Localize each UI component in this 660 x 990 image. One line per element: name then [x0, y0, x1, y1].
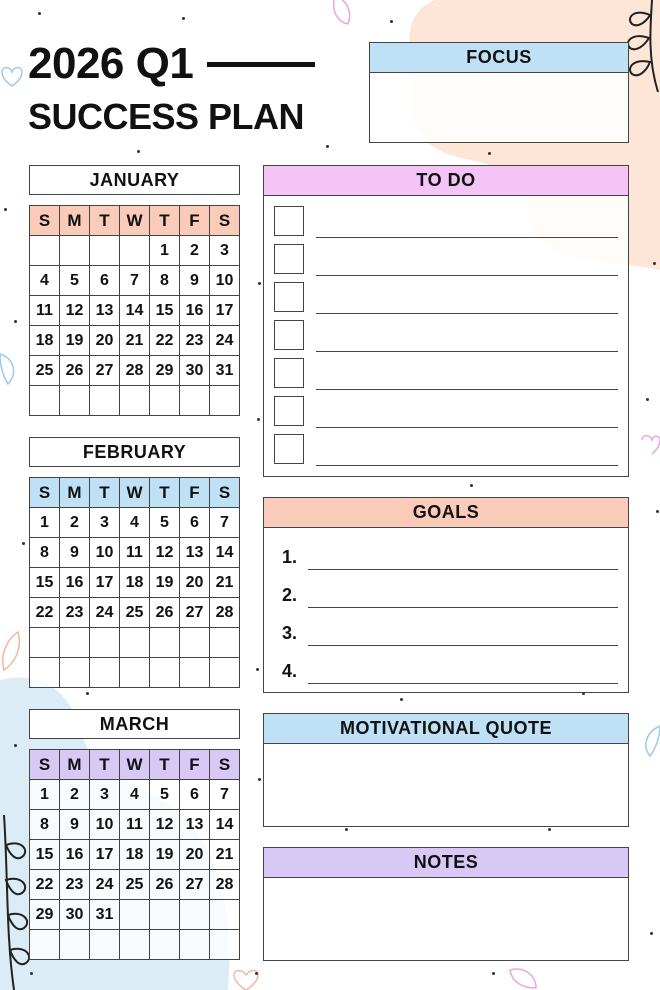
week-row: [30, 658, 240, 688]
day-cell[interactable]: 6: [180, 780, 210, 810]
day-cell[interactable]: 14: [210, 538, 240, 568]
todo-checkbox[interactable]: [274, 206, 304, 236]
day-cell[interactable]: [210, 900, 240, 930]
day-cell[interactable]: 16: [60, 568, 90, 598]
decor-dot: [4, 208, 7, 211]
todo-checkbox[interactable]: [274, 358, 304, 388]
goals-header: GOALS: [264, 498, 628, 528]
focus-header: FOCUS: [370, 43, 628, 73]
weekday-label: F: [180, 206, 210, 236]
day-cell[interactable]: 9: [60, 810, 90, 840]
week-row: [30, 810, 240, 840]
day-cell[interactable]: [120, 628, 150, 658]
blue-leaf-icon: [0, 350, 18, 386]
weekday-label: W: [120, 478, 150, 508]
decor-dot: [14, 320, 17, 323]
goal-write-line[interactable]: [308, 683, 618, 685]
day-cell[interactable]: 31: [90, 900, 120, 930]
week-row: [30, 296, 240, 326]
weekday-label: T: [150, 478, 180, 508]
week-row: [30, 628, 240, 658]
todo-item: [274, 206, 618, 238]
todo-write-line[interactable]: [316, 389, 618, 391]
calendar-february: [29, 477, 240, 688]
quote-box[interactable]: [263, 713, 629, 827]
peach-leaf-icon: [0, 630, 22, 672]
day-cell[interactable]: 7: [210, 780, 240, 810]
weekday-label: M: [60, 478, 90, 508]
todo-write-line[interactable]: [316, 427, 618, 429]
day-cell[interactable]: [180, 900, 210, 930]
week-row: [30, 930, 240, 960]
day-cell[interactable]: 1: [150, 236, 180, 266]
day-cell[interactable]: [180, 930, 210, 960]
day-cell[interactable]: 28: [210, 870, 240, 900]
day-cell[interactable]: 5: [150, 508, 180, 538]
decor-dot: [656, 510, 659, 513]
decor-dot: [400, 698, 403, 701]
week-row: [30, 266, 240, 296]
weekday-header-row: [30, 206, 240, 236]
day-cell[interactable]: 10: [210, 266, 240, 296]
day-cell[interactable]: [60, 658, 90, 688]
day-cell[interactable]: 3: [210, 236, 240, 266]
day-cell[interactable]: [90, 930, 120, 960]
day-cell[interactable]: 29: [30, 900, 60, 930]
day-cell[interactable]: 9: [60, 538, 90, 568]
blue-leaf-icon: [642, 722, 660, 758]
decor-dot: [548, 828, 551, 831]
day-cell[interactable]: 25: [120, 870, 150, 900]
day-cell[interactable]: 10: [90, 538, 120, 568]
decor-dot: [255, 972, 258, 975]
day-cell[interactable]: 19: [150, 568, 180, 598]
todo-checkbox[interactable]: [274, 282, 304, 312]
day-cell[interactable]: 1: [30, 508, 60, 538]
day-cell[interactable]: 1: [30, 780, 60, 810]
weekday-label: T: [90, 478, 120, 508]
todo-item: [274, 282, 618, 314]
day-cell[interactable]: 18: [30, 326, 60, 356]
day-cell[interactable]: 8: [30, 810, 60, 840]
day-cell[interactable]: 21: [210, 840, 240, 870]
day-cell[interactable]: 28: [210, 598, 240, 628]
day-cell[interactable]: 13: [180, 538, 210, 568]
pink-heart-icon: [640, 432, 660, 460]
weekday-label: S: [30, 478, 60, 508]
weekday-label: S: [210, 206, 240, 236]
day-cell[interactable]: 15: [150, 296, 180, 326]
day-cell[interactable]: 18: [120, 568, 150, 598]
decor-dot: [646, 398, 649, 401]
decor-dot: [30, 972, 33, 975]
weekday-label: T: [150, 750, 180, 780]
decor-dot: [470, 484, 473, 487]
weekday-header-row: [30, 750, 240, 780]
day-cell[interactable]: 7: [120, 266, 150, 296]
week-row: [30, 900, 240, 930]
title-row: [28, 40, 315, 88]
day-cell[interactable]: 20: [180, 840, 210, 870]
day-cell[interactable]: 22: [30, 870, 60, 900]
day-cell[interactable]: [120, 658, 150, 688]
day-cell[interactable]: 20: [90, 326, 120, 356]
day-cell[interactable]: 25: [30, 356, 60, 386]
day-cell[interactable]: 23: [60, 598, 90, 628]
day-cell[interactable]: 16: [180, 296, 210, 326]
decor-dot: [650, 932, 653, 935]
focus-box[interactable]: [369, 42, 629, 143]
todo-write-line[interactable]: [316, 275, 618, 277]
todo-write-line[interactable]: [316, 237, 618, 239]
todo-write-line[interactable]: [316, 351, 618, 353]
day-cell[interactable]: 15: [30, 568, 60, 598]
day-cell[interactable]: [120, 386, 150, 416]
weekday-label: S: [210, 750, 240, 780]
decor-dot: [488, 152, 491, 155]
week-row: [30, 598, 240, 628]
todo-checkbox[interactable]: [274, 396, 304, 426]
week-row: [30, 870, 240, 900]
peach-heart-icon: [230, 965, 262, 990]
day-cell[interactable]: 26: [150, 870, 180, 900]
day-cell[interactable]: [120, 900, 150, 930]
day-cell[interactable]: 6: [180, 508, 210, 538]
pink-leaf-icon: [508, 966, 538, 990]
day-cell[interactable]: [60, 930, 90, 960]
day-cell[interactable]: [120, 930, 150, 960]
goal-item: [282, 654, 618, 684]
decor-dot: [390, 20, 393, 23]
day-cell[interactable]: 29: [150, 356, 180, 386]
day-cell[interactable]: 14: [120, 296, 150, 326]
week-row: [30, 840, 240, 870]
decor-dot: [326, 145, 329, 148]
day-cell[interactable]: 26: [60, 356, 90, 386]
day-cell[interactable]: [30, 386, 60, 416]
week-row: [30, 538, 240, 568]
page-title: [28, 40, 315, 138]
day-cell[interactable]: 3: [90, 508, 120, 538]
weekday-label: W: [120, 750, 150, 780]
decor-dot: [14, 744, 17, 747]
week-row: [30, 780, 240, 810]
weekday-label: S: [30, 750, 60, 780]
day-cell[interactable]: [30, 236, 60, 266]
pink-leaf-icon: [330, 0, 354, 26]
goal-item: [282, 540, 618, 570]
decor-dot: [492, 972, 495, 975]
todo-item: [274, 434, 618, 466]
month-title-march: MARCH: [29, 709, 240, 739]
day-cell[interactable]: [90, 628, 120, 658]
day-cell[interactable]: [60, 236, 90, 266]
notes-header: NOTES: [264, 848, 628, 878]
day-cell[interactable]: [90, 236, 120, 266]
day-cell[interactable]: [30, 658, 60, 688]
day-cell[interactable]: 4: [120, 508, 150, 538]
weekday-label: M: [60, 206, 90, 236]
day-cell[interactable]: 2: [60, 508, 90, 538]
day-cell[interactable]: [90, 658, 120, 688]
weekday-label: S: [30, 206, 60, 236]
day-cell[interactable]: 21: [120, 326, 150, 356]
month-title-january: JANUARY: [29, 165, 240, 195]
day-cell[interactable]: 26: [150, 598, 180, 628]
day-cell[interactable]: [60, 628, 90, 658]
notes-box[interactable]: [263, 847, 629, 961]
weekday-label: F: [180, 750, 210, 780]
day-cell[interactable]: [60, 386, 90, 416]
day-cell[interactable]: 14: [210, 810, 240, 840]
day-cell[interactable]: 3: [90, 780, 120, 810]
todo-item: [274, 320, 618, 352]
goal-number: 1.: [282, 547, 298, 567]
title-dash-line: [207, 62, 315, 67]
day-cell[interactable]: 9: [180, 266, 210, 296]
day-cell[interactable]: 6: [90, 266, 120, 296]
calendar-march: [29, 749, 240, 960]
day-cell[interactable]: [120, 236, 150, 266]
weekday-label: T: [90, 750, 120, 780]
day-cell[interactable]: 11: [120, 538, 150, 568]
week-row: [30, 356, 240, 386]
day-cell[interactable]: 2: [60, 780, 90, 810]
week-row: [30, 386, 240, 416]
goal-number: 2.: [282, 585, 298, 605]
todo-checkbox[interactable]: [274, 320, 304, 350]
todo-write-line[interactable]: [316, 313, 618, 315]
weekday-label: T: [90, 206, 120, 236]
day-cell[interactable]: 23: [180, 326, 210, 356]
day-cell[interactable]: 28: [120, 356, 150, 386]
day-cell[interactable]: 19: [150, 840, 180, 870]
decor-dot: [258, 778, 261, 781]
week-row: [30, 326, 240, 356]
day-cell[interactable]: 8: [30, 538, 60, 568]
day-cell[interactable]: 11: [120, 810, 150, 840]
goal-item: [282, 616, 618, 646]
month-title-february: FEBRUARY: [29, 437, 240, 467]
decor-dot: [345, 828, 348, 831]
day-cell[interactable]: 16: [60, 840, 90, 870]
decor-dot: [38, 12, 41, 15]
day-cell[interactable]: [210, 628, 240, 658]
weekday-label: F: [180, 478, 210, 508]
title-year-quarter: 2026 Q1: [28, 39, 194, 88]
day-cell[interactable]: 13: [90, 296, 120, 326]
weekday-label: T: [150, 206, 180, 236]
day-cell[interactable]: 24: [210, 326, 240, 356]
day-cell[interactable]: 12: [150, 810, 180, 840]
day-cell[interactable]: 25: [120, 598, 150, 628]
blue-heart-icon: [0, 62, 24, 92]
day-cell[interactable]: [150, 930, 180, 960]
day-cell[interactable]: [30, 628, 60, 658]
day-cell[interactable]: 27: [180, 870, 210, 900]
calendar-january: [29, 205, 240, 416]
day-cell[interactable]: 2: [180, 236, 210, 266]
day-cell[interactable]: [210, 930, 240, 960]
day-cell[interactable]: [90, 386, 120, 416]
day-cell[interactable]: 30: [180, 356, 210, 386]
week-row: [30, 568, 240, 598]
day-cell[interactable]: [180, 386, 210, 416]
day-cell[interactable]: 4: [30, 266, 60, 296]
day-cell[interactable]: [150, 628, 180, 658]
goal-item: [282, 578, 618, 608]
day-cell[interactable]: [30, 930, 60, 960]
decor-dot: [22, 542, 25, 545]
day-cell[interactable]: 20: [180, 568, 210, 598]
week-row: [30, 236, 240, 266]
weekday-label: M: [60, 750, 90, 780]
day-cell[interactable]: 18: [120, 840, 150, 870]
day-cell[interactable]: 12: [150, 538, 180, 568]
goal-write-line[interactable]: [308, 645, 618, 647]
day-cell[interactable]: 30: [60, 900, 90, 930]
day-cell[interactable]: 22: [150, 326, 180, 356]
todo-checkbox[interactable]: [274, 244, 304, 274]
day-cell[interactable]: 10: [90, 810, 120, 840]
day-cell[interactable]: 4: [120, 780, 150, 810]
todo-header: TO DO: [264, 166, 628, 196]
decor-dot: [182, 17, 185, 20]
day-cell[interactable]: 27: [180, 598, 210, 628]
todo-item: [274, 396, 618, 428]
day-cell[interactable]: 19: [60, 326, 90, 356]
goals-box: [263, 497, 629, 693]
day-cell[interactable]: 17: [90, 568, 120, 598]
todo-write-line[interactable]: [316, 465, 618, 467]
day-cell[interactable]: 24: [90, 870, 120, 900]
day-cell[interactable]: [180, 658, 210, 688]
weekday-label: S: [210, 478, 240, 508]
day-cell[interactable]: [150, 386, 180, 416]
goal-write-line[interactable]: [308, 607, 618, 609]
day-cell[interactable]: 31: [210, 356, 240, 386]
day-cell[interactable]: 22: [30, 598, 60, 628]
decor-dot: [257, 418, 260, 421]
day-cell[interactable]: 5: [60, 266, 90, 296]
day-cell[interactable]: [150, 658, 180, 688]
day-cell[interactable]: 8: [150, 266, 180, 296]
decor-dot: [258, 282, 261, 285]
title-subtitle: SUCCESS PLAN: [28, 96, 305, 137]
day-cell[interactable]: [210, 658, 240, 688]
todo-checkbox[interactable]: [274, 434, 304, 464]
weekday-header-row: [30, 478, 240, 508]
week-row: [30, 508, 240, 538]
quote-header: MOTIVATIONAL QUOTE: [264, 714, 628, 744]
day-cell[interactable]: 7: [210, 508, 240, 538]
decor-dot: [653, 262, 656, 265]
weekday-label: W: [120, 206, 150, 236]
goal-number: 4.: [282, 661, 298, 681]
decor-dot: [137, 150, 140, 153]
goal-number: 3.: [282, 623, 298, 643]
day-cell[interactable]: 17: [90, 840, 120, 870]
day-cell[interactable]: 5: [150, 780, 180, 810]
todo-item: [274, 358, 618, 390]
day-cell[interactable]: 21: [210, 568, 240, 598]
todo-item: [274, 244, 618, 276]
day-cell[interactable]: 23: [60, 870, 90, 900]
day-cell[interactable]: 24: [90, 598, 120, 628]
day-cell[interactable]: 13: [180, 810, 210, 840]
todo-box: [263, 165, 629, 477]
decor-dot: [86, 692, 89, 695]
day-cell[interactable]: 15: [30, 840, 60, 870]
goal-write-line[interactable]: [308, 569, 618, 571]
day-cell[interactable]: [180, 628, 210, 658]
day-cell[interactable]: 11: [30, 296, 60, 326]
day-cell[interactable]: 17: [210, 296, 240, 326]
day-cell[interactable]: [210, 386, 240, 416]
day-cell[interactable]: [150, 900, 180, 930]
day-cell[interactable]: 12: [60, 296, 90, 326]
day-cell[interactable]: 27: [90, 356, 120, 386]
decor-dot: [256, 668, 259, 671]
